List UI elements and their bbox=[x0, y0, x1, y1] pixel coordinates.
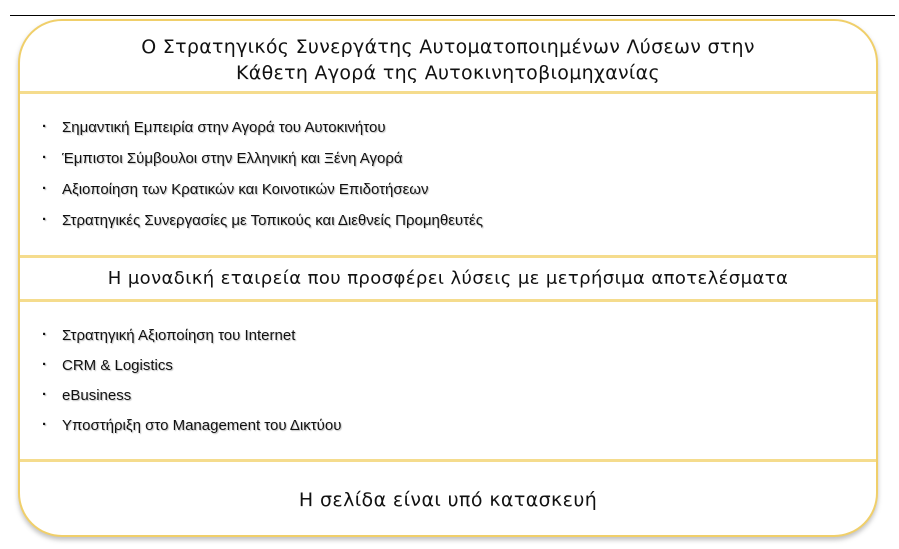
under-construction-notice: Η σελίδα είναι υπό κατασκευή bbox=[298, 489, 598, 511]
page-title-line-1: Ο Στρατηγικός Συνεργάτης Αυτοματοποιημένων Λύσεων στην bbox=[141, 36, 755, 58]
list-item: · eBusiness bbox=[40, 386, 341, 416]
tagline: Η μοναδική εταιρεία που προσφέρει λύσεις με μετρήσιμα αποτελέσματα bbox=[107, 268, 789, 289]
section-divider-3 bbox=[20, 299, 876, 302]
services-list bbox=[40, 326, 341, 446]
list-item: · Έμπιστοι Σύμβουλοι στην Ελληνική και Ξένη Αγορά bbox=[40, 149, 483, 180]
section-divider-4 bbox=[20, 459, 876, 462]
top-divider bbox=[10, 15, 895, 16]
list-item: · CRM & Logistics bbox=[40, 356, 341, 386]
list-item: · Υποστήριξη στο Management του Δικτύου bbox=[40, 416, 341, 446]
page-title-line-2: Κάθετη Αγορά της Αυτοκινητοβιομηχανίας bbox=[236, 62, 660, 84]
list-item: · Αξιοποίηση των Κρατικών και Κοινοτικών Επιδοτήσεων bbox=[40, 180, 483, 211]
list-item: · Στρατηγική Αξιοποίηση του Internet bbox=[40, 326, 341, 356]
strengths-list bbox=[40, 118, 483, 242]
list-item: · Στρατηγικές Συνεργασίες με Τοπικούς και Διεθνείς Προμηθευτές bbox=[40, 211, 483, 242]
section-divider-1 bbox=[20, 91, 876, 94]
list-item: · Σημαντική Εμπειρία στην Αγορά του Αυτοκινήτου bbox=[40, 118, 483, 149]
section-divider-2 bbox=[20, 255, 876, 258]
page-title bbox=[20, 34, 876, 86]
content-card bbox=[18, 19, 878, 537]
